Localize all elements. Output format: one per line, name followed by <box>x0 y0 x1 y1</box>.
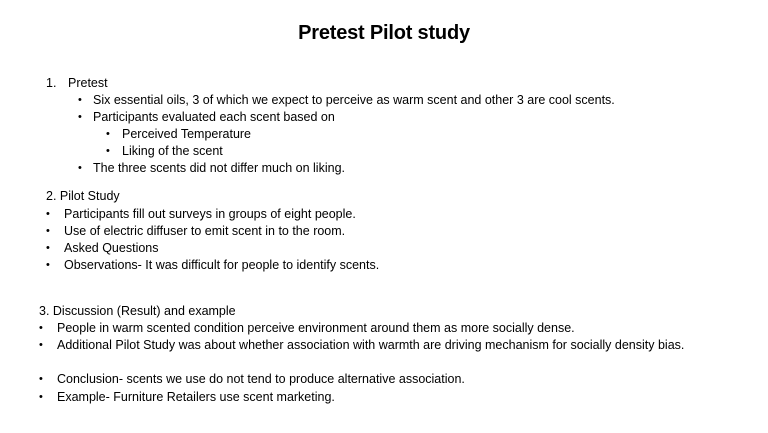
section2-heading: 2. Pilot Study <box>46 189 120 203</box>
bullet-icon: • <box>39 339 43 351</box>
bullet-icon: • <box>39 322 43 334</box>
section2-item-3: Asked Questions <box>64 241 159 255</box>
section1-heading: Pretest <box>68 76 108 90</box>
section1-subitem-2: Liking of the scent <box>122 144 223 158</box>
bullet-icon: • <box>46 225 50 237</box>
section1-item-3: The three scents did not differ much on liking. <box>93 161 345 175</box>
section2-item-4: Observations- It was difficult for people to identify scents. <box>64 258 380 272</box>
bullet-icon: • <box>106 145 110 157</box>
section3-item-4: Example- Furniture Retailers use scent marketing. <box>57 390 335 404</box>
section3-heading: 3. Discussion (Result) and example <box>39 304 236 318</box>
section3-item-3: Conclusion- scents we use do not tend to produce alternative association. <box>57 372 465 386</box>
bullet-icon: • <box>106 128 110 140</box>
bullet-icon: • <box>39 373 43 385</box>
section1-item-2: Participants evaluated each scent based on <box>93 110 335 124</box>
slide-title: Pretest Pilot study <box>298 22 470 44</box>
bullet-icon: • <box>46 208 50 220</box>
section1-subitem-1: Perceived Temperature <box>122 127 252 141</box>
section2-item-1: Participants fill out surveys in groups of eight people. <box>64 207 356 221</box>
bullet-icon: • <box>46 242 50 254</box>
section3-item-2: Additional Pilot Study was about whether association with warmth are driving mechanism for socially density bias. <box>57 338 685 352</box>
section1-number: 1. <box>46 76 57 90</box>
bullet-icon: • <box>78 111 82 123</box>
bullet-icon: • <box>78 94 82 106</box>
section2-item-2: Use of electric diffuser to emit scent in to the room. <box>64 224 346 238</box>
section1-item-1: Six essential oils, 3 of which we expect to perceive as warm scent and other 3 are cool scents. <box>93 93 615 107</box>
section3-item-1: People in warm scented condition perceive environment around them as more socially dense. <box>57 321 575 335</box>
bullet-icon: • <box>78 162 82 174</box>
bullet-icon: • <box>39 391 43 403</box>
bullet-icon: • <box>46 259 50 271</box>
